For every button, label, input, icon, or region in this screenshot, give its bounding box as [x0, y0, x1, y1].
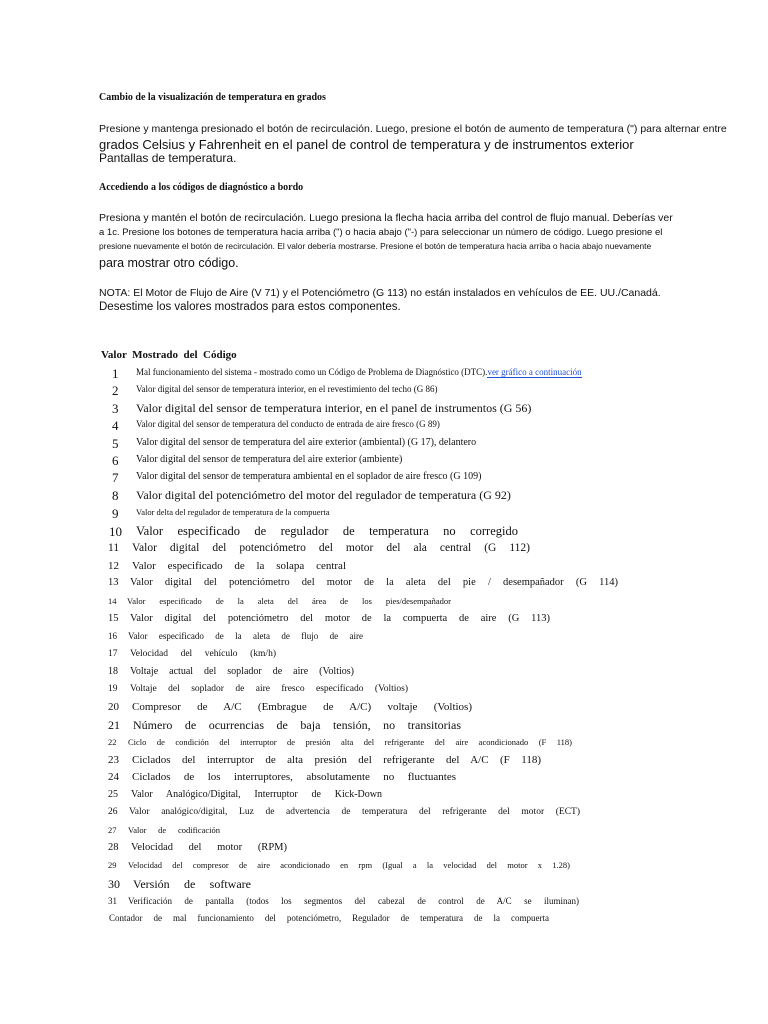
code-number: 30: [108, 877, 120, 891]
code-description: Valor delta del regulador de temperatura de la compuerta: [136, 507, 330, 517]
section2-heading: Accediendo a los códigos de diagnóstico a bordo: [99, 182, 304, 193]
code-number: 1: [112, 366, 119, 381]
code-description: Valor digital del potenciómetro del motor del ala central (G 112): [132, 542, 530, 554]
code-number: 14: [108, 596, 117, 606]
code-description: Valor especificado de la aleta de flujo de aire: [128, 631, 363, 641]
code-description: Ciclo de condición del interruptor de presión alta del refrigerante del aire acondicionado (F 118): [128, 737, 572, 747]
code-description: Velocidad del compresor de aire acondicionado en rpm (Igual a la velocidad del motor x 1.28): [128, 860, 570, 870]
code-description: Número de ocurrencias de baja tensión, no transitorias: [133, 718, 461, 732]
section1-paragraph-line1: Presione y mantenga presionado el botón de recirculación. Luego, presione el botón de aumento de temperatura (") para alternar entre: [99, 123, 727, 135]
section2-note-line1: NOTA: El Motor de Flujo de Aire (V 71) y el Potenciómetro (G 113) no están instalados en vehículos de EE. UU./Canadá.: [99, 287, 661, 299]
code-number: 29: [108, 860, 117, 870]
section2-paragraph-line2: a 1c. Presione los botones de temperatura hacia arriba (") o hacia abajo ("-) para seleccionar un número de código. Luego presione el: [99, 227, 663, 238]
code-description: Valor digital del potenciómetro del motor del regulador de temperatura (G 92): [136, 488, 511, 502]
code-description: Valor analógico/digital, Luz de advertencia de temperatura del refrigerante del motor (ECT): [129, 807, 580, 817]
code-number: 25: [108, 789, 118, 800]
code-number: 8: [112, 488, 119, 503]
section1-heading: Cambio de la visualización de temperatura en grados: [99, 92, 326, 103]
code-description: Valor de codificación: [128, 825, 220, 835]
code-number: 24: [108, 771, 119, 783]
code-number: 2: [112, 383, 119, 398]
code-description: Ciclados de los interruptores, absolutamente no fluctuantes: [132, 771, 456, 783]
code-number: 10: [109, 524, 122, 539]
code-number: 7: [112, 470, 119, 485]
section2-note-line2: Desestime los valores mostrados para estos componentes.: [99, 301, 401, 313]
code-number: 12: [108, 560, 119, 572]
section1-paragraph-line2: grados Celsius y Fahrenheit en el panel de control de temperatura y de instrumentos exterior: [99, 137, 634, 152]
code-description: Valor digital del potenciómetro del motor de la compuerta de aire (G 113): [130, 613, 550, 624]
code-number: 26: [108, 807, 118, 817]
code-description: Velocidad del motor (RPM): [131, 842, 287, 853]
code-number: 31: [108, 896, 117, 906]
code-number: 9: [112, 506, 119, 521]
code-description: Valor digital del sensor de temperatura del aire exterior (ambiental) (G 17), delantero: [136, 437, 477, 448]
code-description: Compresor de A/C (Embrague de A/C) voltaje (Voltios): [132, 701, 472, 713]
code-description: Valor especificado de regulador de temperatura no corregido: [136, 524, 518, 538]
code-description: Versión de software: [133, 877, 251, 891]
code-description: Valor Analógico/Digital, Interruptor de Kick-Down: [131, 789, 382, 800]
code-number: 4: [112, 418, 119, 433]
code-description: Mal funcionamiento del sistema - mostrado como un Código de Problema de Diagnóstico (DTC).ver gráfico a continuación: [136, 367, 582, 377]
see-chart-link[interactable]: ver gráfico a continuación: [487, 367, 582, 377]
section1-paragraph-line3: Pantallas de temperatura.: [99, 151, 237, 165]
code-description: Valor digital del sensor de temperatura interior, en el panel de instrumentos (G 56): [136, 401, 532, 415]
code-description: Valor especificado de la aleta del área de los pies/desempañador: [127, 596, 451, 606]
code-number: 28: [108, 842, 119, 853]
code-number: 21: [108, 718, 120, 732]
code-number: 11: [108, 542, 120, 554]
code-description: Voltaje actual del soplador de aire (Voltios): [130, 666, 354, 677]
code-number: 22: [108, 737, 117, 747]
code-description: Velocidad del vehículo (km/h): [130, 649, 276, 659]
code-number: 23: [108, 754, 119, 766]
section2-paragraph-line4: para mostrar otro código.: [99, 256, 239, 270]
code-number: 16: [108, 631, 117, 641]
code-description: Valor digital del potenciómetro del motor de la aleta del pie / desempañador (G 114): [130, 577, 618, 588]
code-number: 6: [112, 453, 119, 468]
code-description: Valor digital del sensor de temperatura del aire exterior (ambiente): [136, 454, 403, 465]
code-number: 15: [108, 613, 119, 624]
code-description: Valor digital del sensor de temperatura interior, en el revestimiento del techo (G 86): [136, 384, 438, 394]
code-description: Contador de mal funcionamiento del potenciómetro, Regulador de temperatura de la compuerta: [109, 913, 549, 923]
code-description: Valor digital del sensor de temperatura ambiental en el soplador de aire fresco (G 109): [136, 471, 482, 482]
table-header: Valor Mostrado del Código: [101, 349, 237, 361]
section2-paragraph-line1: Presiona y mantén el botón de recirculación. Luego presiona la flecha hacia arriba del control de flujo manual. Deberías ver: [99, 212, 673, 224]
code-description: Verificación de pantalla (todos los segmentos del cabezal de control de A/C se iluminan): [128, 896, 579, 906]
code-description: Valor especificado de la solapa central: [132, 560, 346, 572]
code-description: Valor digital del sensor de temperatura del conducto de entrada de aire fresco (G 89): [136, 419, 440, 429]
code-number: 27: [108, 825, 117, 835]
code-number: 13: [108, 577, 119, 588]
code-number: 19: [108, 684, 118, 694]
section2-paragraph-line3: presione nuevamente el botón de recirculación. El valor debería mostrarse. Presione el botón de temperatura hacia arriba o hacia abajo nuevamente: [99, 241, 652, 251]
code-number: 20: [108, 701, 119, 713]
code-number: 17: [108, 649, 118, 659]
code-number: 3: [112, 401, 119, 416]
code-description: Voltaje del soplador de aire fresco especificado (Voltios): [130, 684, 408, 694]
code-number: 18: [108, 666, 118, 677]
code-number: 5: [112, 436, 119, 451]
code-description: Ciclados del interruptor de alta presión del refrigerante del A/C (F 118): [132, 754, 541, 766]
